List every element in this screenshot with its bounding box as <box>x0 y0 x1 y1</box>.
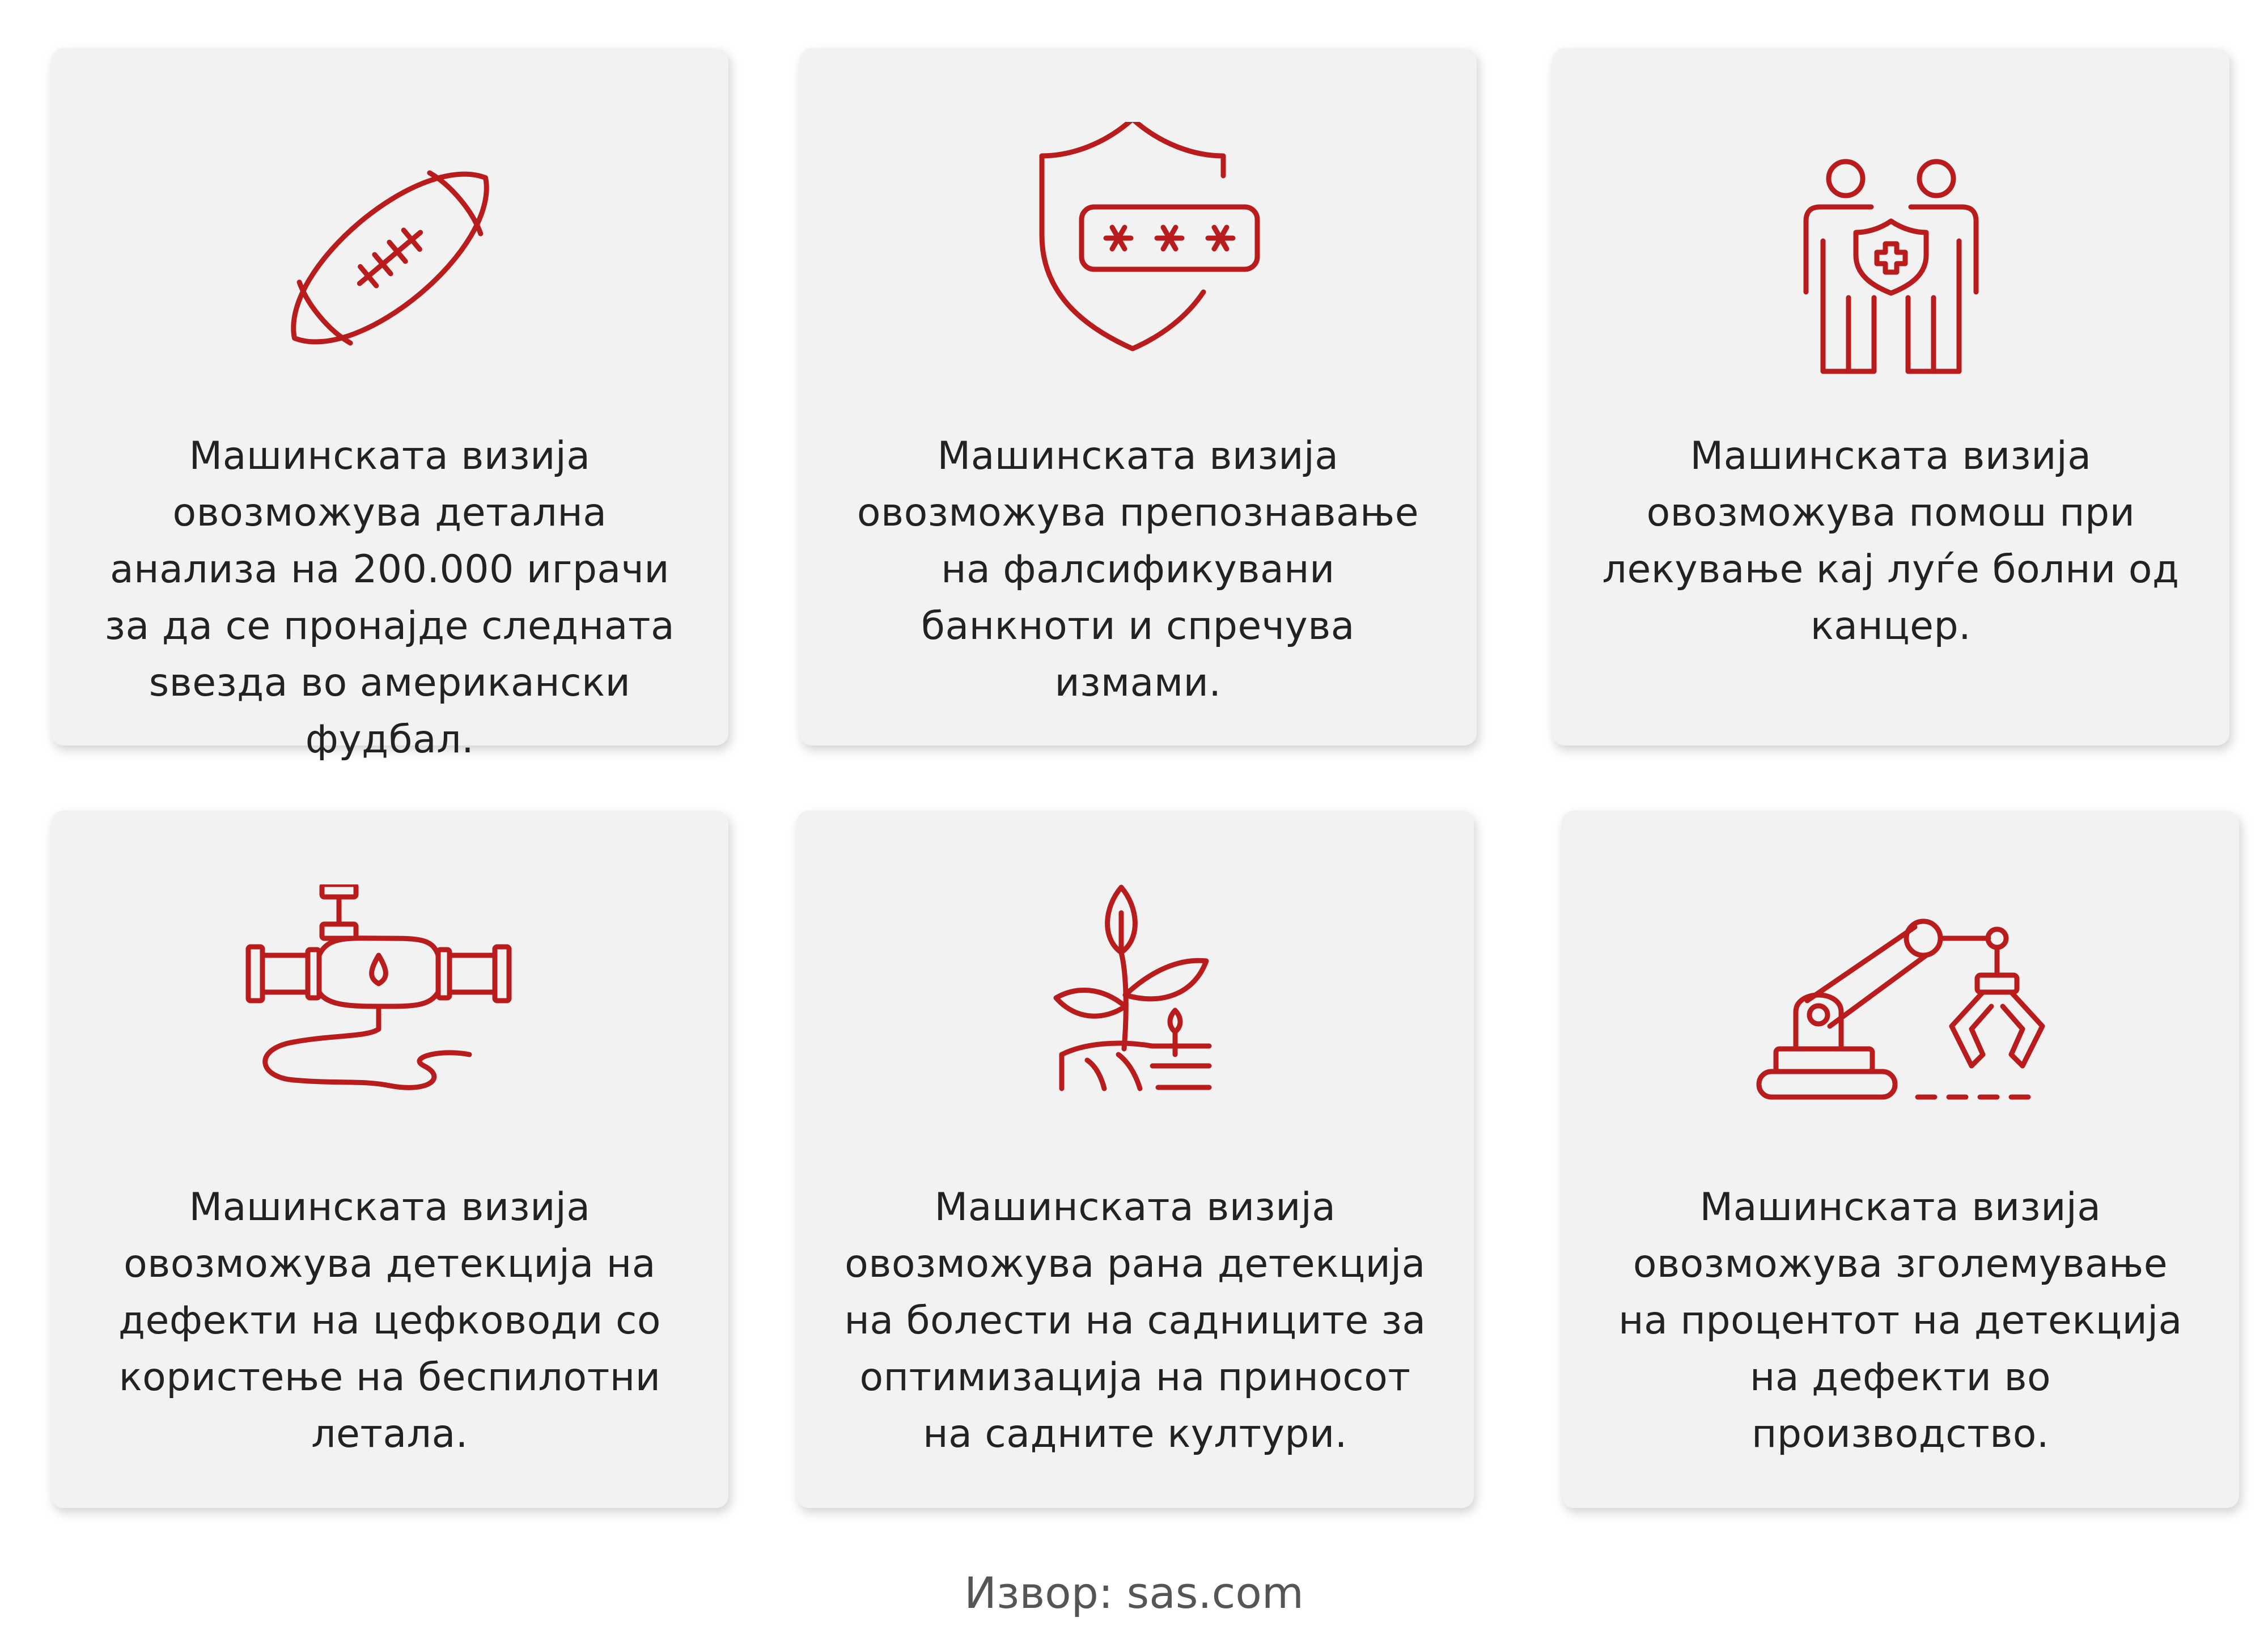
card-text-line: Машинската визија <box>189 434 591 479</box>
card-text-line: Машинската визија <box>937 434 1339 479</box>
card-robot <box>1562 811 2239 1508</box>
card-text-line: летала. <box>311 1412 468 1457</box>
card-text-line: Машинската визија <box>1690 434 2092 479</box>
card-text-line: на дефекти во <box>1749 1355 2051 1400</box>
card-text <box>74 1179 706 1463</box>
card-text-line: банкноти и спречува <box>921 604 1355 649</box>
source-caption: Извор: sas.com <box>964 1568 1304 1618</box>
plant-growth-icon <box>988 884 1283 1157</box>
card-text-line: на болести на садниците за <box>844 1298 1426 1343</box>
leaking-pipeline-icon <box>243 884 537 1157</box>
card-text-line: дефекти на цефководи со <box>118 1298 661 1343</box>
card-football <box>51 48 728 762</box>
card-text-line: канцер. <box>1810 604 1972 649</box>
card-text-line: за да се пронајде следната <box>104 604 675 649</box>
card-text-line: анализа на 200.000 играчи <box>109 547 670 592</box>
people-medical-shield-icon <box>1744 122 2038 394</box>
card-text <box>1584 1179 2216 1463</box>
card-text-line: овозможува зголемување <box>1633 1242 2168 1286</box>
card-text-line: фудбал. <box>305 717 474 762</box>
american-football-icon <box>243 122 537 394</box>
card-text <box>1575 428 2207 655</box>
card-text-line: Машинската визија <box>934 1185 1336 1230</box>
card-text-line: на садните култури. <box>923 1412 1347 1457</box>
card-text-line: измами. <box>1054 661 1222 705</box>
shield-password-icon <box>991 122 1286 394</box>
card-text-line: оптимизација на приносот <box>859 1355 1411 1400</box>
card-text <box>822 428 1454 712</box>
card-text-line: овозможува препознавање <box>857 490 1419 535</box>
card-plant <box>796 811 1474 1508</box>
card-shield <box>799 48 1477 746</box>
card-text-line: производство. <box>1751 1412 2050 1457</box>
card-text-line: користење на беспилотни <box>118 1355 661 1400</box>
card-text-line: овозможува детекција на <box>124 1242 656 1286</box>
card-text <box>74 428 706 768</box>
card-text-line: на процентот на детекција <box>1618 1298 2182 1343</box>
card-text-line: ѕвезда во американски <box>149 661 631 705</box>
card-text-line: Машинската визија <box>189 1185 591 1230</box>
card-medical <box>1552 48 2229 746</box>
card-text-line: Машинската визија <box>1699 1185 2101 1230</box>
card-text-line: на фалсификувани <box>941 547 1335 592</box>
card-text-line: лекување кај луѓе болни од <box>1602 547 2180 592</box>
card-text-line: овозможува детална <box>172 490 607 535</box>
card-text-line: овозможува помош при <box>1646 490 2135 535</box>
robotic-arm-icon <box>1753 884 2048 1157</box>
card-text-line: овозможува рана детекција <box>845 1242 1426 1286</box>
card-pipeline <box>51 811 728 1508</box>
card-text <box>819 1179 1451 1463</box>
